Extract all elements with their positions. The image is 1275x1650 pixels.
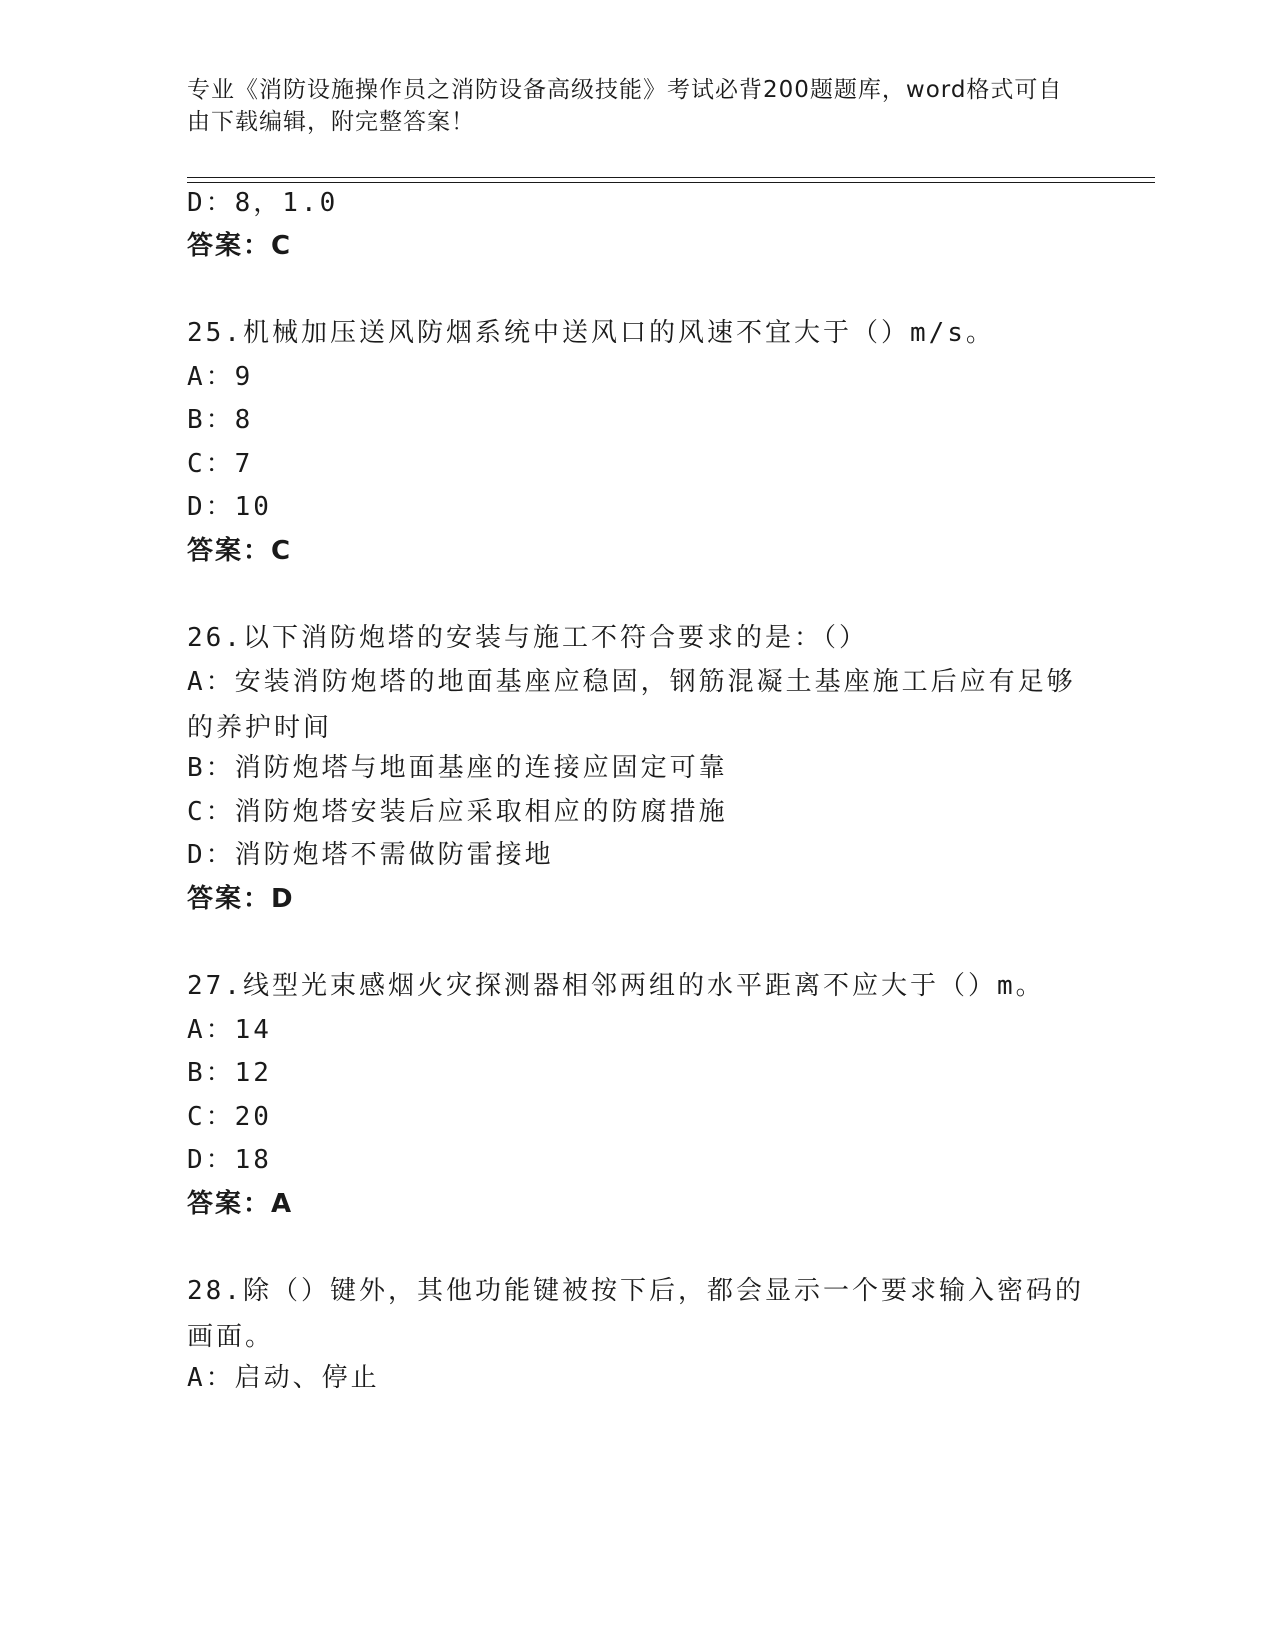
- q25-option-b: B：8: [187, 405, 254, 435]
- q28-option-a: A：启动、停止: [187, 1363, 380, 1393]
- q26-option-d: D：消防炮塔不需做防雷接地: [187, 840, 554, 870]
- header-divider-bottom: [187, 182, 1155, 183]
- document-header: 专业《消防设施操作员之消防设备高级技能》考试必背200题题库，word格式可自由下载编辑，附完整答案！: [187, 77, 1063, 135]
- q24-option-d: D：8，1.0: [187, 188, 339, 218]
- q25-option-d: D：10: [187, 492, 272, 522]
- q25-option-a: A：9: [187, 362, 254, 392]
- q26-option-c: C：消防炮塔安装后应采取相应的防腐措施: [187, 797, 728, 827]
- q27-option-a: A：14: [187, 1015, 272, 1045]
- q26-option-b: B：消防炮塔与地面基座的连接应固定可靠: [187, 753, 728, 783]
- q27-stem: 27.线型光束感烟火灾探测器相邻两组的水平距离不应大于（）m。: [187, 971, 1045, 1001]
- header-divider-top: [187, 177, 1155, 178]
- q28-stem: 28.除（）键外，其他功能键被按下后，都会显示一个要求输入密码的画面。: [187, 1276, 1084, 1352]
- q27-answer: 答案：A: [187, 1189, 294, 1219]
- q25-option-c: C：7: [187, 449, 254, 479]
- q26-answer: 答案：D: [187, 884, 295, 914]
- q27-option-c: C：20: [187, 1102, 272, 1132]
- q24-answer: 答案：C: [187, 231, 293, 261]
- q27-option-b: B：12: [187, 1058, 272, 1088]
- q25-answer: 答案：C: [187, 536, 293, 566]
- q26-option-a: A：安装消防炮塔的地面基座应稳固，钢筋混凝土基座施工后应有足够的养护时间: [187, 667, 1076, 743]
- q26-stem: 26.以下消防炮塔的安装与施工不符合要求的是：（）: [187, 623, 868, 653]
- q25-stem: 25.机械加压送风防烟系统中送风口的风速不宜大于（）m/s。: [187, 318, 995, 348]
- q27-option-d: D：18: [187, 1145, 272, 1175]
